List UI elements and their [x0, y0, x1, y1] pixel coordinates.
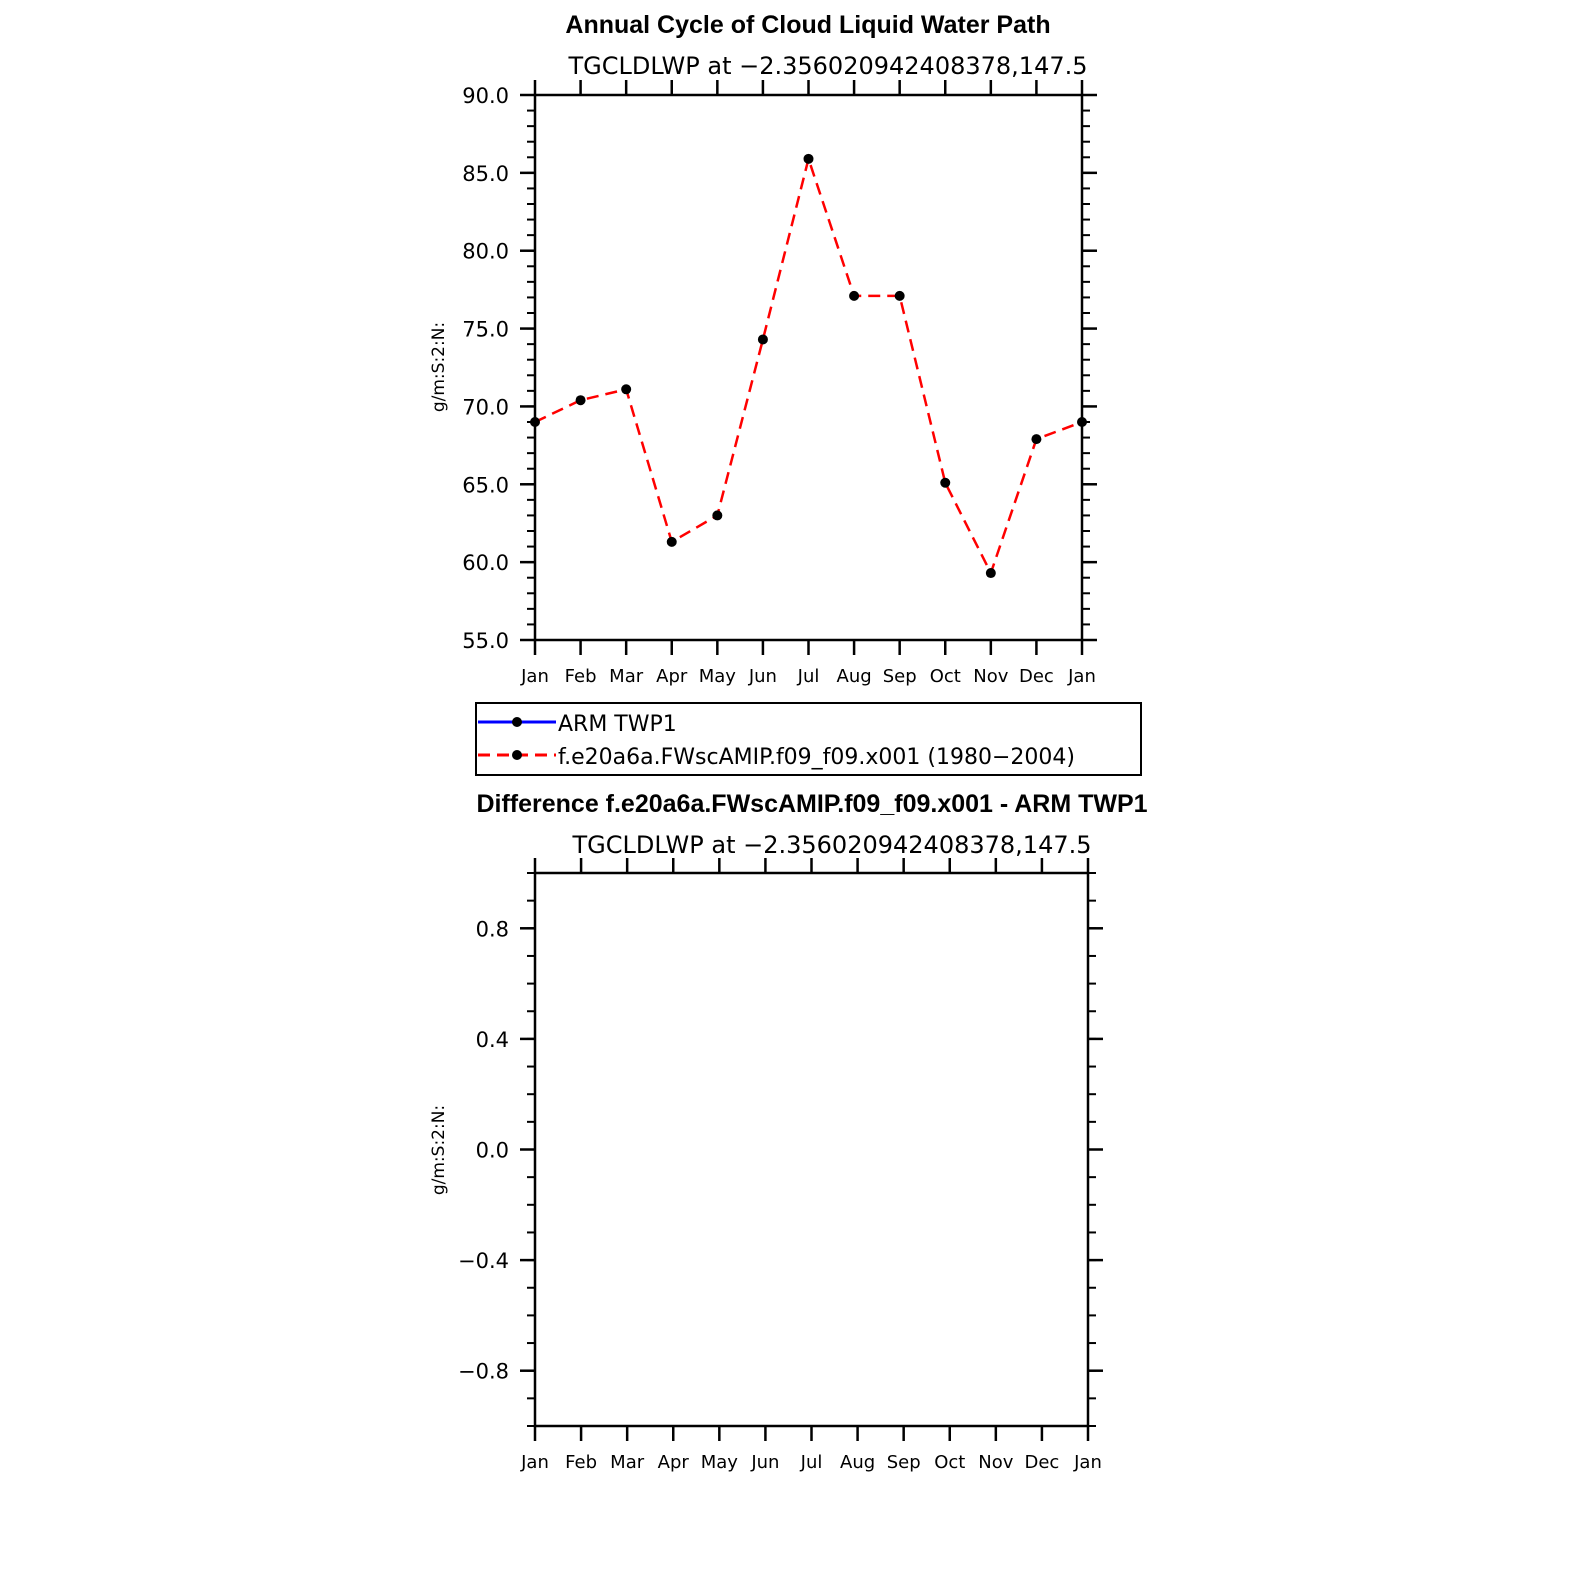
y-tick-label: −0.4 — [458, 1249, 509, 1274]
y-tick-label: −0.8 — [458, 1359, 509, 1384]
x-tick-label: Jan — [521, 666, 549, 687]
x-tick-label: Feb — [564, 666, 597, 687]
x-tick-label: May — [698, 666, 736, 687]
data-point — [667, 537, 677, 547]
legend-label-arm: ARM TWP1 — [558, 712, 677, 737]
x-tick-label: Oct — [934, 1452, 966, 1473]
x-tick-label: Sep — [886, 1452, 921, 1473]
data-point — [530, 417, 540, 427]
data-point — [576, 395, 586, 405]
top-chart-title: Annual Cycle of Cloud Liquid Water Path — [565, 11, 1051, 39]
top-chart-ylabel: g/m:S:2:N: — [429, 321, 449, 413]
y-tick-label: 70.0 — [462, 395, 509, 420]
data-point — [849, 291, 859, 301]
y-tick-label: 75.0 — [462, 317, 509, 342]
data-point — [986, 568, 996, 578]
x-tick-label: Feb — [565, 1452, 598, 1473]
x-tick-label: Jan — [521, 1452, 549, 1473]
bottom-chart-ylabel: g/m:S:2:N: — [429, 1104, 449, 1196]
data-point — [804, 154, 814, 164]
legend-label-model: f.e20a6a.FWscAMIP.f09_f09.x001 (1980−2004) — [558, 745, 1075, 770]
legend-marker-model — [512, 750, 522, 760]
series-line — [535, 159, 1082, 573]
y-tick-label: 65.0 — [462, 473, 509, 498]
x-tick-label: Nov — [973, 666, 1009, 687]
x-tick-label: Dec — [1018, 666, 1054, 687]
y-tick-label: 55.0 — [462, 629, 509, 653]
x-tick-label: Aug — [836, 666, 872, 687]
bottom-plot — [458, 858, 1103, 1473]
data-point — [712, 510, 722, 520]
y-tick-label: 80.0 — [462, 239, 509, 264]
y-tick-label: 90.0 — [462, 84, 509, 108]
x-tick-label: Jun — [748, 666, 777, 687]
data-point — [758, 334, 768, 344]
y-tick-label: 0.0 — [475, 1138, 509, 1163]
legend — [476, 703, 1141, 775]
plot-frame — [535, 873, 1088, 1426]
x-tick-label: Oct — [929, 666, 961, 687]
data-point — [940, 478, 950, 488]
data-point — [895, 291, 905, 301]
x-tick-label: May — [700, 1452, 738, 1473]
x-tick-label: Apr — [656, 666, 688, 687]
x-tick-label: Dec — [1024, 1452, 1060, 1473]
x-tick-label: Jan — [1068, 666, 1096, 687]
y-tick-label: 0.8 — [475, 917, 509, 942]
x-tick-label: Jul — [797, 666, 820, 687]
x-tick-label: Jul — [800, 1452, 823, 1473]
y-tick-label: 60.0 — [462, 551, 509, 576]
bottom-chart-subtitle: TGCLDLWP at −2.356020942408378,147.5 — [572, 831, 1092, 859]
y-tick-label: 0.4 — [475, 1027, 509, 1052]
x-tick-label: Jan — [1074, 1452, 1102, 1473]
x-tick-label: Mar — [609, 666, 644, 687]
plot-frame — [535, 95, 1082, 640]
bottom-chart-title: Difference f.e20a6a.FWscAMIP.f09_f09.x001 - ARM TWP1 — [476, 790, 1148, 818]
x-tick-label: Nov — [978, 1452, 1014, 1473]
top-chart-subtitle: TGCLDLWP at −2.356020942408378,147.5 — [568, 52, 1088, 80]
data-point — [621, 384, 631, 394]
x-tick-label: Sep — [882, 666, 917, 687]
data-point — [1031, 434, 1041, 444]
y-tick-label: 85.0 — [462, 161, 509, 186]
x-tick-label: Apr — [657, 1452, 689, 1473]
x-tick-label: Jun — [751, 1452, 780, 1473]
x-tick-label: Aug — [840, 1452, 876, 1473]
x-tick-label: Mar — [610, 1452, 645, 1473]
top-plot — [462, 80, 1097, 687]
data-point — [1077, 417, 1087, 427]
legend-marker-arm — [512, 717, 522, 727]
